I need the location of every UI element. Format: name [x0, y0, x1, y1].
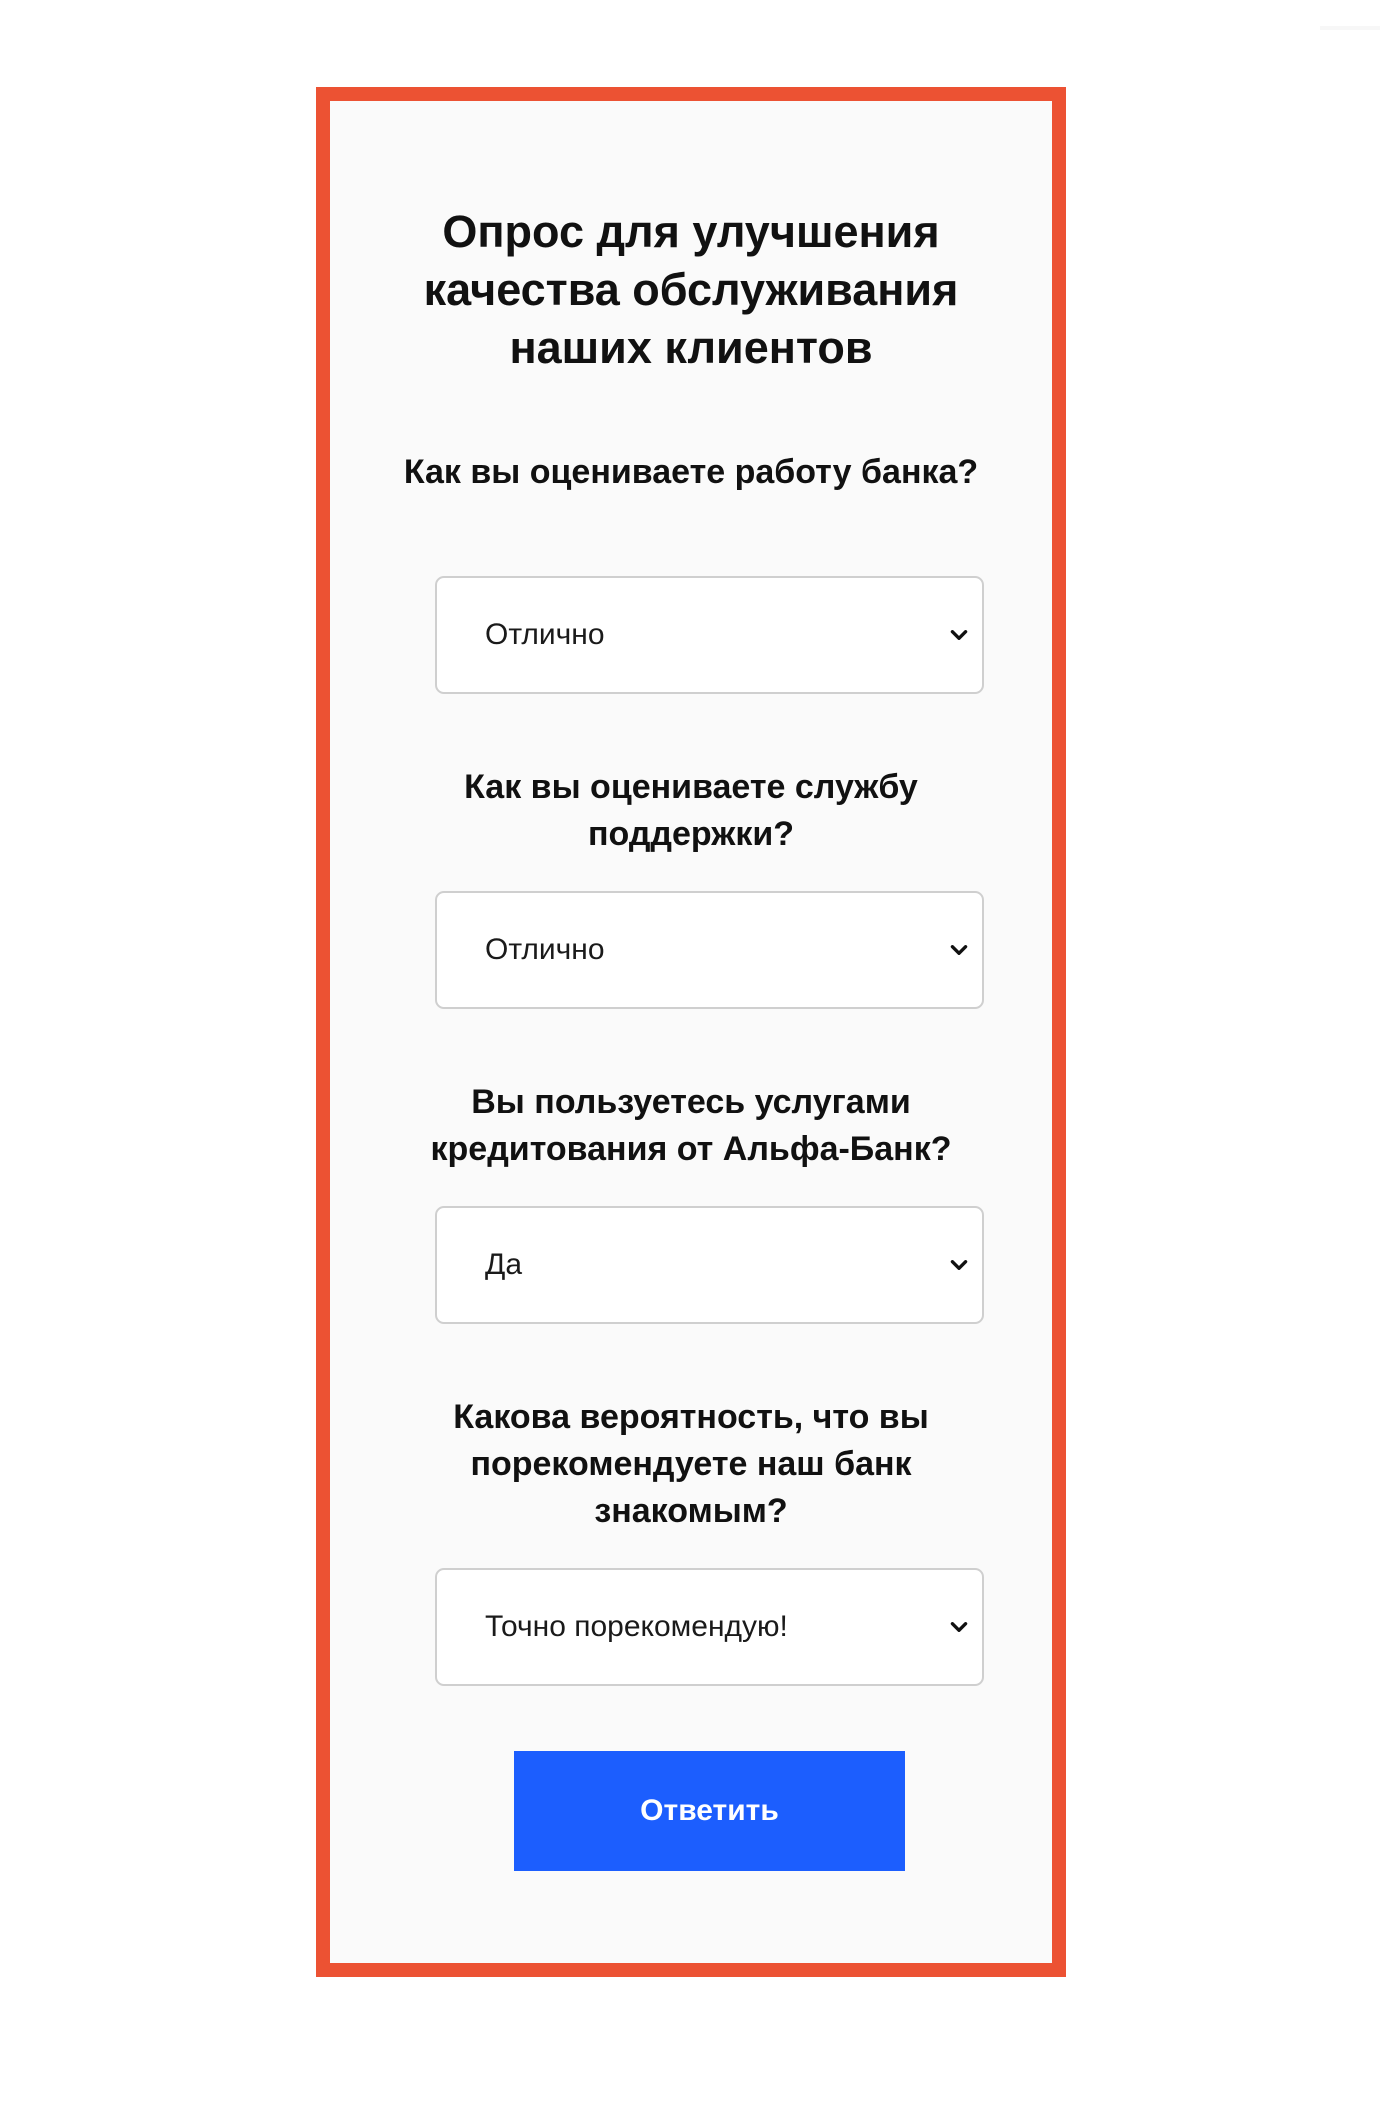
survey-title: Опрос для улучшения качества обслуживания наших клиентов	[423, 206, 959, 373]
submit-button[interactable]: Ответить	[514, 1751, 905, 1871]
credit-usage-select[interactable]	[435, 1206, 984, 1324]
question-bank-rating: Как вы оцениваете работу банка?	[403, 453, 979, 491]
chevron-down-icon	[948, 1616, 970, 1638]
chevron-down-icon	[948, 624, 970, 646]
credit-usage-value: Да	[485, 1248, 523, 1281]
recommend-value: Точно порекомендую!	[485, 1610, 788, 1643]
question-support-rating: Как вы оцениваете службу поддержки?	[464, 768, 918, 853]
question-credit-usage: Вы пользуетесь услугами кредитования от Альфа-Банк?	[430, 1083, 952, 1168]
bank-rating-value: Отлично	[485, 618, 605, 651]
support-rating-select[interactable]	[435, 891, 984, 1009]
chevron-down-icon	[948, 1254, 970, 1276]
decorative-mark	[1320, 26, 1380, 30]
survey-card	[316, 87, 1066, 1977]
recommend-select[interactable]	[435, 1568, 984, 1686]
support-rating-value: Отлично	[485, 933, 605, 966]
bank-rating-select[interactable]	[435, 576, 984, 694]
chevron-down-icon	[948, 939, 970, 961]
question-recommend: Какова вероятность, что вы порекомендуете наш банк знакомым?	[453, 1398, 929, 1530]
